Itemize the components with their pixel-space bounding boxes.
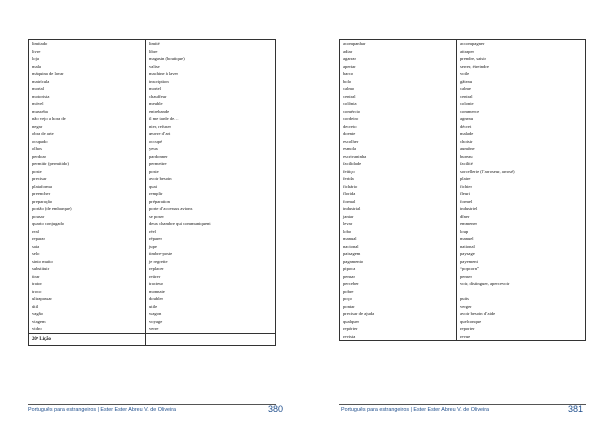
french-term: revue [460, 333, 471, 339]
french-term: doubler [149, 296, 164, 301]
portuguese-term: plataforma [32, 183, 52, 189]
french-term: reporter [460, 326, 475, 331]
portuguese-term: não vejo a hora de [32, 116, 66, 121]
portuguese-term: perceber [343, 281, 359, 286]
portuguese-term: paisagem [343, 251, 361, 256]
portuguese-term: escolher [343, 138, 359, 144]
french-term: libre [149, 48, 158, 54]
french-term: valise [149, 63, 160, 69]
portuguese-term: pipoca [343, 266, 356, 271]
portuguese-term: substituir [32, 266, 50, 271]
portuguese-term: pontar [343, 303, 355, 309]
portuguese-term: negar [32, 123, 43, 129]
french-term: porte d’accessus avions [149, 206, 193, 211]
vocabulary-table-left [28, 39, 276, 346]
french-term: malade [460, 131, 474, 136]
french-term: monnaie [149, 288, 165, 294]
table-row [340, 40, 586, 341]
french-term [460, 288, 582, 296]
french-term: deux chambre qui communiquent [149, 221, 211, 226]
french-term: verger [460, 303, 472, 309]
portuguese-term: barco [343, 71, 354, 76]
footer-divider [28, 404, 276, 405]
page-number: 380 [268, 404, 284, 414]
footer-text: Português para estrangeiros | Ester Ester Abreu V. de Oliveira [341, 407, 490, 413]
french-term: œuvre d’art [149, 131, 171, 136]
portuguese-term: agarrar [343, 56, 357, 61]
french-term: national [460, 243, 475, 249]
portuguese-term: cordeiro [343, 116, 359, 121]
portuguese-term: reparar [32, 236, 46, 241]
french-term: inscription [149, 78, 169, 84]
french-term: il me tarde de… [149, 116, 179, 121]
french-term: meuble [149, 101, 163, 106]
portuguese-term: pagamento [343, 258, 364, 264]
french-term: voile [460, 71, 470, 76]
french-term: nier, refuser [149, 123, 172, 129]
portuguese-term: selo [32, 251, 40, 256]
lesson-row [29, 333, 276, 345]
french-term: magasin (boutique) [149, 56, 185, 61]
portuguese-term: musseba [32, 108, 48, 114]
portuguese-term: revista [343, 333, 356, 339]
portuguese-term: viagem [32, 318, 46, 324]
french-term: replacer [149, 266, 164, 271]
portuguese-term: olhos [32, 146, 42, 151]
french-term: paysage [460, 251, 475, 256]
french-term: facilité [460, 161, 473, 166]
french-term: je regrette [149, 258, 168, 264]
french-term: plaire [460, 176, 471, 181]
portuguese-term: precisar [32, 176, 47, 181]
portuguese-term: motorista [32, 93, 50, 99]
portuguese-term: portão (de embarque) [32, 206, 72, 211]
french-term: yeux [149, 146, 158, 151]
french-term: payement [460, 258, 478, 264]
french-term: voir, distinguer, apercevoir [460, 281, 510, 286]
portuguese-term: poste [32, 168, 42, 174]
french-term: jupe [149, 243, 157, 249]
french-term: emmener [460, 221, 478, 226]
french-term: se poser [149, 213, 164, 219]
french-term: fleuri [460, 191, 470, 196]
portuguese-term: esmola [343, 146, 357, 151]
french-term: formel [460, 198, 473, 204]
french-term: quai [149, 183, 157, 189]
french-term: “popcorn” [460, 266, 480, 271]
portuguese-term: preparação [32, 198, 53, 204]
french-term: industriel [460, 206, 478, 211]
french-term: préparation [149, 198, 170, 204]
french-term: tracteur [149, 281, 164, 286]
portuguese-term: trator [32, 281, 42, 286]
french-term: machine à laver [149, 71, 179, 76]
portuguese-term: florida [343, 191, 356, 196]
portuguese-term: obra de arte [32, 131, 54, 136]
portuguese-term: ocupado [32, 138, 48, 144]
portuguese-term: real [32, 228, 39, 234]
portuguese-term: quarto conjugado [32, 221, 65, 226]
portuguese-term: móvel [32, 101, 44, 106]
portuguese-term: livre [32, 48, 41, 54]
french-term: attraper [460, 48, 475, 54]
french-term: réparer [149, 236, 163, 241]
french-term: sorcellerie (l’arroseur, arrosé) [460, 168, 515, 174]
lesson-label: 20ª Lição [29, 333, 146, 345]
french-term: avoir besoin [149, 176, 172, 181]
french-term: manuel [460, 236, 474, 241]
french-term: retirer [149, 273, 161, 279]
french-term: aumône [460, 146, 475, 151]
french-term: prendre, saisir [460, 56, 487, 61]
portuguese-term: central [343, 93, 356, 99]
portuguese-term: útil [32, 303, 39, 309]
portuguese-term: acompanhar [343, 41, 366, 46]
portuguese-term: vidro [32, 326, 42, 331]
portuguese-term: vagão [32, 311, 43, 316]
french-term: chauffeur [149, 93, 167, 99]
portuguese-term: feitiço [343, 168, 355, 174]
french-term: colonie [460, 101, 474, 106]
portuguese-term: fichário [343, 183, 358, 189]
portuguese-term: preencher [32, 191, 51, 196]
portuguese-term: manual [343, 236, 357, 241]
portuguese-column [340, 40, 457, 341]
french-term: bureau [460, 153, 473, 159]
french-term: loup [460, 228, 469, 234]
portuguese-term: jantar [343, 213, 354, 219]
french-term: fichier [460, 183, 472, 189]
french-term: poste [149, 168, 159, 174]
portuguese-term: colônia [343, 101, 357, 106]
portuguese-term: sinto muito [32, 258, 53, 264]
french-term: timbre-poste [149, 251, 173, 256]
portuguese-term: apertar [343, 63, 356, 69]
footer-divider [339, 404, 586, 405]
french-term: central [460, 93, 473, 99]
french-term: accompagner [460, 41, 485, 46]
portuguese-term: tirar [32, 273, 40, 279]
french-term: entrebande [149, 108, 170, 114]
portuguese-term: qualquer [343, 318, 360, 324]
portuguese-term: limitado [32, 41, 48, 46]
portuguese-term: matrícula [32, 78, 50, 84]
portuguese-term: comércio [343, 108, 361, 114]
portuguese-term: máquina de lavar [32, 71, 64, 76]
french-column [146, 40, 276, 334]
portuguese-term: mortal [32, 86, 44, 91]
portuguese-term: decreto [343, 123, 357, 129]
french-term: utile [149, 303, 158, 309]
portuguese-term: pensar [343, 273, 355, 279]
french-term: occupé [149, 138, 163, 144]
portuguese-column [29, 40, 146, 334]
portuguese-term: calmo [343, 86, 355, 91]
portuguese-term: precisar de ajuda [343, 311, 375, 316]
portuguese-term: adiar [343, 48, 353, 54]
french-term: avoir besoin d’aide [460, 311, 496, 316]
french-column [457, 40, 586, 341]
french-term: réel [149, 228, 156, 234]
french-term: mortel [149, 86, 161, 91]
vocabulary-table-right [339, 39, 586, 341]
portuguese-term: troco [32, 288, 42, 294]
portuguese-term: saia [32, 243, 40, 249]
french-term: voyage [149, 318, 163, 324]
french-term: verre [149, 326, 159, 331]
french-term: dîner [460, 213, 470, 219]
portuguese-term: permitir (permitido) [32, 161, 69, 166]
portuguese-term: pobre [343, 288, 354, 294]
french-term: commerce [460, 108, 480, 114]
french-term: serrer, étreindre [460, 63, 489, 69]
portuguese-term: pousar [32, 213, 45, 219]
portuguese-term: formal [343, 198, 356, 204]
french-term: gâteau [460, 78, 472, 84]
portuguese-term: escrivaninha [343, 153, 367, 159]
portuguese-term: ultrapassar [32, 296, 52, 301]
footer-text: Português para estrangeiros | Ester Ester Abreu V. de Oliveira [28, 407, 177, 413]
french-term: remplir [149, 191, 163, 196]
portuguese-term: doente [343, 131, 356, 136]
french-term: limité [149, 41, 160, 46]
french-term: puits [460, 296, 469, 301]
right-page [300, 0, 600, 424]
french-term: pardonner [149, 153, 168, 159]
portuguese-term: loja [32, 56, 39, 61]
portuguese-term: levar [343, 221, 353, 226]
french-term: quelconque [460, 318, 482, 324]
french-term: choisir [460, 138, 473, 144]
french-term: calme [460, 86, 471, 91]
french-term: agneau [460, 116, 474, 121]
french-term: penser [460, 273, 472, 279]
page-number: 381 [568, 404, 584, 414]
portuguese-term: repórter [343, 326, 358, 331]
lesson-empty-cell [146, 333, 276, 345]
french-term: décret [460, 123, 472, 129]
portuguese-term: industrial [343, 206, 361, 211]
portuguese-term: facilidade [343, 161, 362, 166]
portuguese-term: poço [343, 296, 352, 301]
portuguese-term: perdoar [32, 153, 47, 159]
portuguese-term: nacional [343, 243, 359, 249]
table-row [29, 40, 276, 334]
portuguese-term: ferida [343, 176, 354, 181]
portuguese-term: lobo [343, 228, 352, 234]
french-term: permettre [149, 161, 167, 166]
portuguese-term: bolo [343, 78, 352, 84]
french-term: wagon [149, 311, 162, 316]
portuguese-term: mala [32, 63, 41, 69]
